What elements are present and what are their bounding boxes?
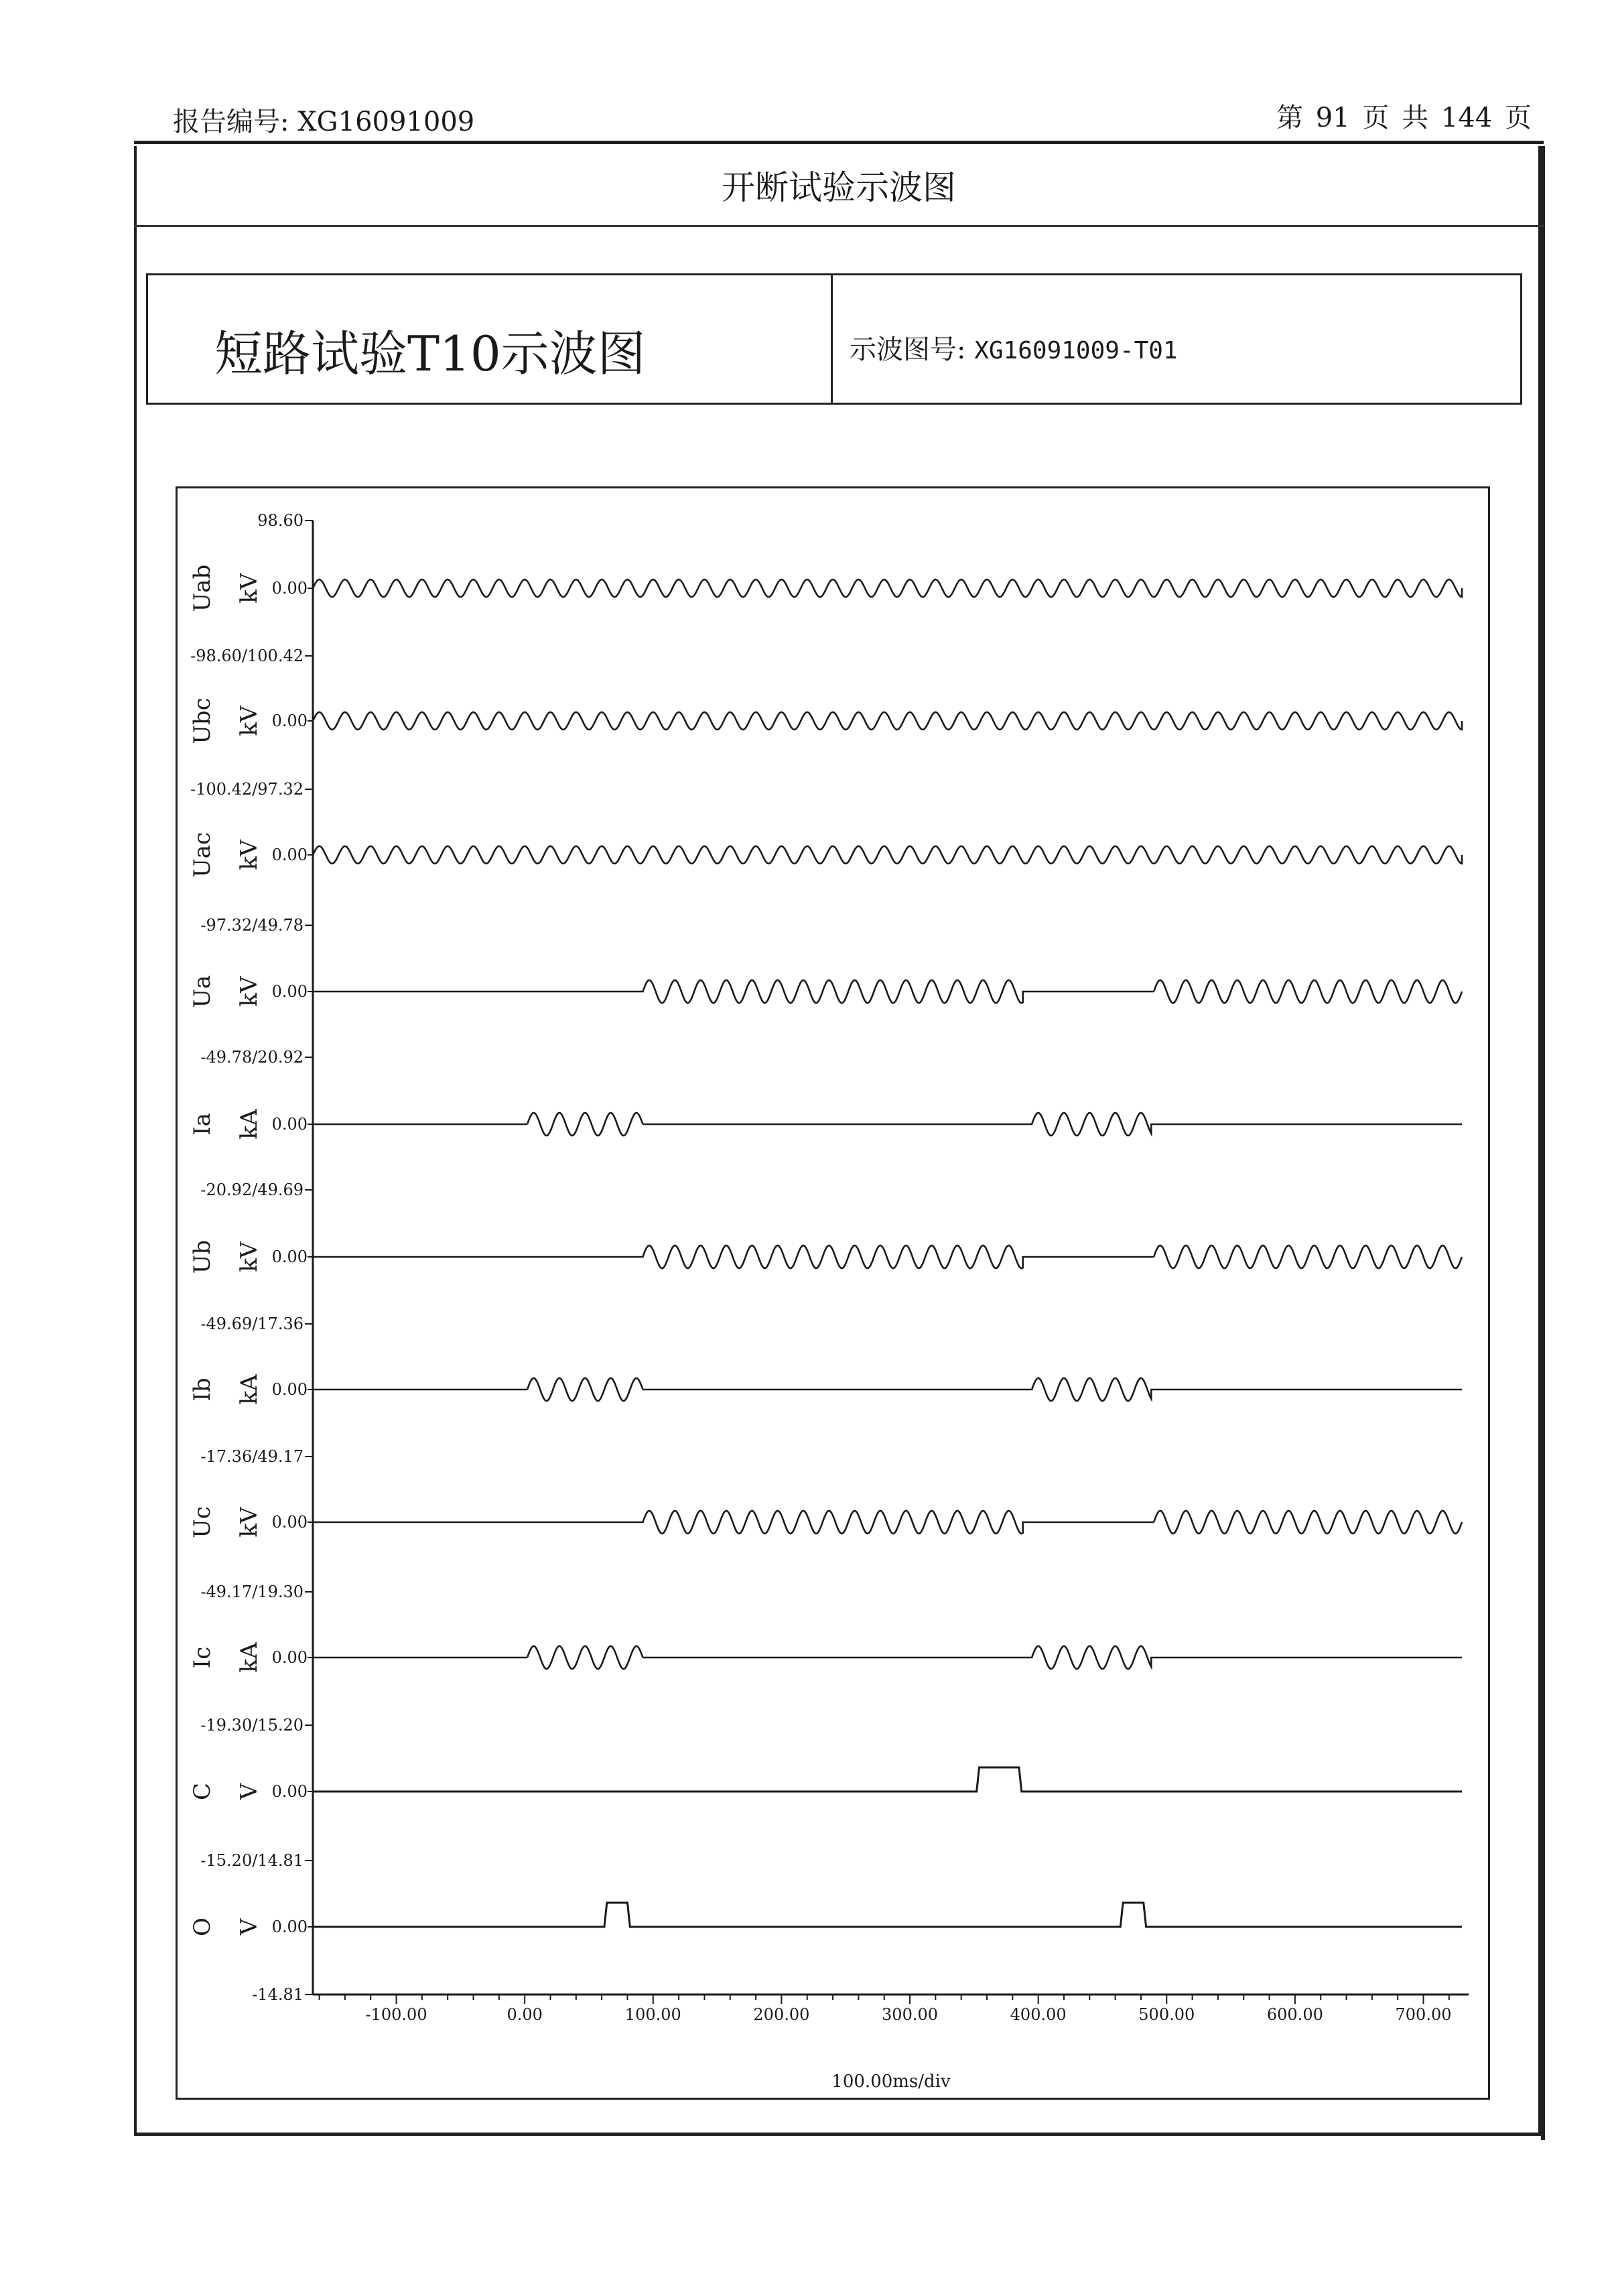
test-title: 短路试验T10示波图 — [214, 326, 646, 382]
channel-zero-label: 0.00 — [271, 1648, 308, 1667]
x-axis-unit-label: 100.00ms/div — [831, 2072, 951, 2092]
x-tick-label: 300.00 — [882, 2005, 939, 2024]
scale-label: -49.78/20.92 — [200, 1048, 304, 1067]
waveform-o — [313, 1903, 1462, 1927]
channel-zero-label: 0.00 — [271, 1513, 308, 1532]
channel-name: Ib — [189, 1377, 216, 1402]
channel-unit: V — [236, 1783, 263, 1800]
scale-label: -100.42/97.32 — [190, 780, 304, 799]
x-tick-label: 500.00 — [1138, 2005, 1195, 2024]
x-tick-label: -100.00 — [365, 2005, 427, 2024]
waveform-ub — [313, 1245, 1462, 1268]
oscillogram-id-value: XG16091009-T01 — [974, 337, 1178, 364]
waveform-uac — [313, 846, 1462, 864]
channel-name: Ic — [189, 1646, 216, 1669]
scale-label: -14.81 — [252, 1985, 304, 2004]
page-word-di: 第 — [1276, 103, 1303, 133]
scale-label: -19.30/15.20 — [200, 1716, 304, 1735]
channel-unit: kV — [236, 839, 263, 870]
channel-zero-label: 0.00 — [271, 579, 308, 598]
channel-unit: kA — [236, 1642, 263, 1673]
channel-zero-label: 0.00 — [271, 1115, 308, 1134]
x-tick-label: 100.00 — [624, 2005, 681, 2024]
channel-unit: kV — [236, 573, 263, 604]
waveform-ubc — [313, 712, 1462, 730]
channel-zero-label: 0.00 — [271, 982, 308, 1001]
channel-name: C — [189, 1782, 216, 1801]
channel-name: Ua — [189, 975, 216, 1008]
scale-label: -49.69/17.36 — [200, 1314, 304, 1333]
scale-label: 98.60 — [257, 511, 304, 530]
waveform-ia — [313, 1113, 1462, 1136]
channel-unit: kV — [236, 705, 263, 736]
page-word-ye: 页 — [1362, 103, 1390, 133]
page-number: 91 — [1315, 103, 1350, 133]
channel-zero-label: 0.00 — [271, 1782, 308, 1801]
page-word-ye-2: 页 — [1504, 103, 1532, 133]
channel-unit: kV — [236, 1507, 263, 1538]
x-tick-label: 400.00 — [1010, 2005, 1067, 2024]
waveform-ib — [313, 1378, 1462, 1401]
x-tick-label: 200.00 — [753, 2005, 810, 2024]
scale-label: -17.36/49.17 — [200, 1447, 304, 1466]
report-number: 报告编号: XG16091009 — [173, 107, 475, 137]
channel-unit: V — [236, 1918, 263, 1936]
channel-zero-label: 0.00 — [271, 846, 308, 864]
channel-zero-label: 0.00 — [271, 1247, 308, 1266]
x-tick-label: 600.00 — [1266, 2005, 1323, 2024]
channel-zero-label: 0.00 — [271, 1917, 308, 1936]
channel-name: O — [189, 1917, 216, 1936]
scale-label: -20.92/49.69 — [200, 1180, 304, 1199]
channel-unit: kV — [236, 1241, 263, 1272]
scale-label: -49.17/19.30 — [200, 1582, 304, 1601]
page-word-gong: 共 — [1402, 103, 1429, 133]
channel-zero-label: 0.00 — [271, 1380, 308, 1399]
channel-zero-label: 0.00 — [271, 712, 308, 730]
waveform-ua — [313, 980, 1462, 1003]
oscillogram-id-label: 示波图号: — [850, 334, 966, 365]
page-total: 144 — [1440, 103, 1493, 133]
channel-name: Uc — [189, 1506, 216, 1538]
scale-label: -97.32/49.78 — [200, 916, 304, 935]
waveform-uc — [313, 1511, 1462, 1534]
channel-unit: kA — [236, 1374, 263, 1405]
channel-unit: kA — [236, 1109, 263, 1140]
channel-name: Ubc — [189, 697, 216, 744]
scale-label: -98.60/100.42 — [190, 647, 304, 665]
channel-name: Ub — [189, 1239, 216, 1274]
channel-name: Ia — [189, 1113, 216, 1136]
channel-name: Uac — [189, 832, 216, 878]
channel-name: Uab — [189, 564, 216, 612]
channel-unit: kV — [236, 976, 263, 1007]
waveform-uab — [313, 580, 1462, 597]
waveform-c — [313, 1767, 1462, 1792]
x-tick-label: 0.00 — [507, 2005, 543, 2024]
waveform-ic — [313, 1646, 1462, 1669]
scale-label: -15.20/14.81 — [200, 1851, 304, 1870]
main-title: 开断试验示波图 — [722, 168, 956, 207]
x-tick-label: 700.00 — [1395, 2005, 1452, 2024]
